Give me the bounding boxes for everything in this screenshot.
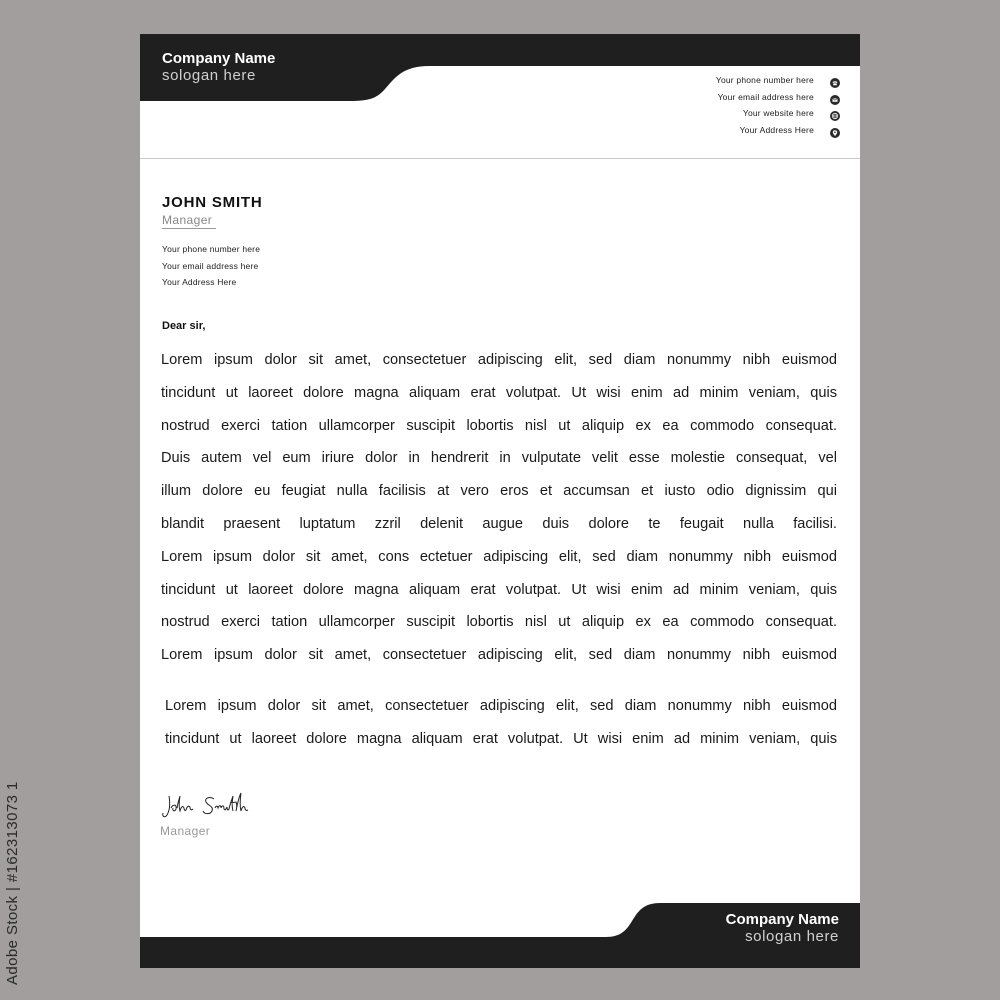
header-company-name: Company Name [162, 50, 276, 67]
body-paragraph-2 [165, 690, 837, 756]
contact-label: Your Address Here [739, 124, 814, 135]
header-contact-phone [716, 72, 840, 89]
contact-label: Your website here [742, 108, 814, 119]
stock-watermark-text: Adobe Stock | #162313073 1 [4, 781, 21, 985]
footer-slogan: sologan here [745, 928, 839, 945]
body-line: Lorem ipsum dolor sit amet, consectetuer adipiscing elit, sed diam nonummy nibh euismod [161, 647, 837, 664]
body-line: Lorem ipsum dolor sit amet, cons ectetuer adipiscing elit, sed diam nonummy nibh euismod [161, 548, 837, 565]
header-slogan: sologan here [162, 67, 256, 84]
body-line: nostrud exerci tation ullamcorper suscipit lobortis nisl ut aliquip ex ea commodo consequat. [161, 614, 837, 631]
contact-label: Your phone number here [715, 75, 814, 86]
body-line: tincidunt ut laoreet dolore magna aliquam erat volutpat. Ut wisi enim ad minim veniam, quis [165, 730, 837, 747]
handwritten-signature [160, 790, 270, 827]
contact-label: Your email address here [717, 91, 814, 102]
header-contact-address [716, 122, 840, 139]
sender-name: JOHN SMITH [162, 194, 263, 211]
body-line: nostrud exerci tation ullamcorper suscipit lobortis nisl ut aliquip ex ea commodo consequat. [161, 417, 837, 434]
header-contact-email [716, 89, 840, 106]
body-line: Duis autem vel eum iriure dolor in hendrerit in vulputate velit esse molestie consequat, vel [161, 450, 837, 467]
body-line: tincidunt ut laoreet dolore magna aliquam erat volutpat. Ut wisi enim ad minim veniam, quis [161, 581, 837, 598]
letterhead-page [140, 34, 860, 968]
body-line: Lorem ipsum dolor sit amet, consectetuer adipiscing elit, sed diam nonummy nibh euismod [161, 352, 837, 368]
globe-icon [830, 108, 840, 118]
footer-company-name: Company Name [725, 911, 839, 928]
body-line: illum dolore eu feugiat nulla facilisis at vero eros et accumsan et iusto odio dignissim qui [161, 483, 837, 500]
body-line: blandit praesent luptatum zzril delenit augue duis dolore te feugait nulla facilisi. [161, 515, 837, 532]
body-line: Lorem ipsum dolor sit amet, consectetuer adipiscing elit, sed diam nonummy nibh euismod [165, 698, 837, 714]
header-divider [140, 158, 860, 159]
header-contact-list [716, 72, 840, 138]
signature-title: Manager [160, 824, 211, 838]
sender-phone: Your phone number here [162, 244, 261, 254]
salutation: Dear sir, [162, 320, 206, 332]
sender-title: Manager [162, 212, 216, 229]
email-icon [830, 92, 840, 102]
sender-address: Your Address Here [162, 277, 237, 287]
body-line: tincidunt ut laoreet dolore magna aliquam erat volutpat. Ut wisi enim ad minim veniam, quis [161, 384, 837, 401]
phone-icon [830, 75, 840, 85]
sender-email: Your email address here [162, 260, 259, 271]
sender-contact-list [162, 244, 260, 294]
location-pin-icon [830, 125, 840, 135]
body-paragraph-1 [161, 344, 837, 672]
header-contact-website [716, 105, 840, 122]
